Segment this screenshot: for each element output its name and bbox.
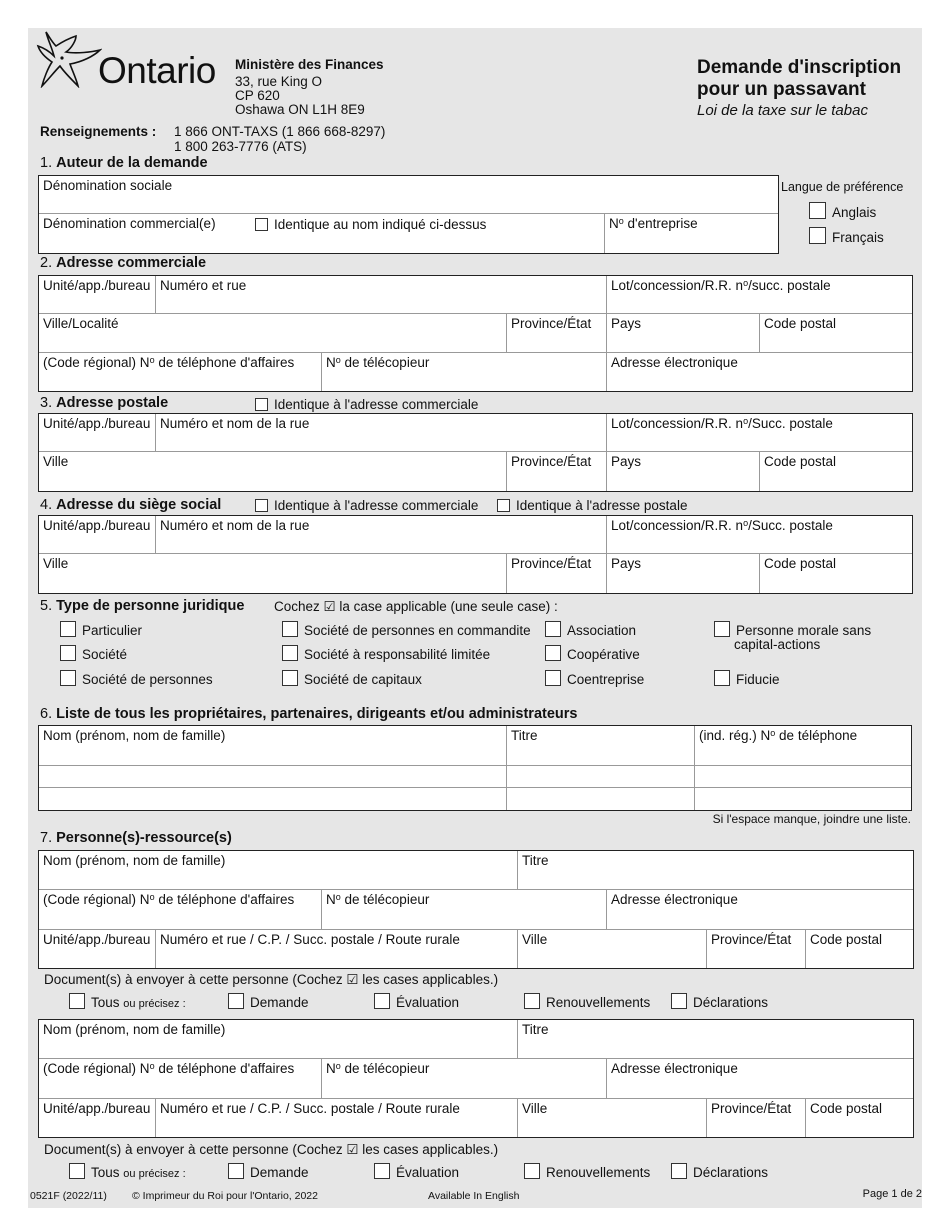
contact-code-postal-field[interactable] [806, 1099, 913, 1137]
contact-rue-field[interactable] [156, 1099, 518, 1137]
ville-label: Ville/Localité [43, 316, 119, 331]
contact-province-field[interactable] [707, 930, 806, 968]
table-row[interactable] [39, 788, 507, 810]
contact-2-tous-checkbox[interactable] [69, 1163, 186, 1180]
denomination-sociale-label: Dénomination sociale [43, 178, 173, 193]
section-1-heading: 1. Auteur de la demande [40, 155, 208, 171]
owner-title-header[interactable] [507, 726, 695, 766]
contact-ville-field[interactable] [518, 1099, 707, 1137]
s5-instruction: Cochez ☑ la case applicable (une seule case) : [274, 599, 558, 614]
responsabilite-limitee-checkbox[interactable] [282, 645, 490, 662]
contact-fax-label: $N^o$ de télécopieur [326, 892, 430, 907]
contact-2-declarations-checkbox[interactable] [671, 1163, 768, 1180]
checkbox-icon[interactable] [809, 202, 826, 219]
contact-rue-label: Numéro et rue / C.P. / Succ. postale / Route rurale [160, 1101, 460, 1116]
province-field[interactable] [507, 314, 607, 353]
unite-label: Unité/app./bureau [43, 416, 151, 431]
ville-field[interactable] [39, 554, 507, 593]
contact-unite-label: Unité/app./bureau [43, 1101, 151, 1116]
association-checkbox[interactable] [545, 621, 636, 638]
ville-field[interactable] [39, 314, 507, 353]
evaluation-label: Évaluation [396, 995, 460, 1010]
numero-rue-label: Numéro et rue [160, 278, 247, 293]
contact-phone-label: (Code régional) $N^o$ de téléphone d'affaires [43, 892, 295, 907]
capitaux-label: Société de capitaux [304, 672, 422, 687]
numero-entreprise-label: $N^o$ d'entreprise [609, 216, 698, 231]
checkbox-icon[interactable] [255, 499, 268, 512]
province-field[interactable] [507, 554, 607, 593]
contact-1-demande-checkbox[interactable] [228, 993, 309, 1010]
telephone-field[interactable] [39, 353, 322, 391]
checkbox-icon[interactable] [282, 670, 298, 686]
numero-rue-label: Numéro et nom de la rue [160, 518, 310, 533]
checkbox-icon[interactable] [524, 1163, 540, 1179]
unite-field[interactable] [39, 414, 156, 452]
societe-personnes-checkbox[interactable] [60, 670, 213, 687]
s3-identique-label: Identique à l'adresse commerciale [274, 397, 479, 412]
tous-label: Tous [91, 1165, 120, 1180]
commandite-checkbox[interactable] [282, 621, 531, 638]
checkbox-icon[interactable] [809, 227, 826, 244]
code-postal-label: Code postal [764, 454, 837, 469]
available-in-english-link[interactable]: Available In English [428, 1190, 520, 1202]
province-label: Province/État [511, 556, 592, 571]
demande-label: Demande [250, 995, 309, 1010]
contact-1-declarations-checkbox[interactable] [671, 993, 768, 1010]
contact-name-field[interactable] [39, 1020, 518, 1059]
contact-fax-field[interactable] [322, 1059, 607, 1099]
personne-morale-label: Personne morale sans [736, 623, 872, 638]
contact-email-label: Adresse électronique [611, 1061, 738, 1076]
societe-checkbox[interactable] [60, 645, 127, 662]
denomination-sociale-field[interactable] [39, 176, 778, 214]
checkbox-icon[interactable] [255, 398, 268, 411]
contact-email-label: Adresse électronique [611, 892, 738, 907]
code-postal-field[interactable] [760, 314, 912, 353]
contact-title-label: Titre [522, 1022, 549, 1037]
checkbox-icon[interactable] [228, 993, 244, 1009]
contact-rue-label: Numéro et rue / C.P. / Succ. postale / Route rurale [160, 932, 460, 947]
ville-label: Ville [43, 454, 69, 469]
form-id: 0521F (2022/11) [30, 1190, 107, 1202]
checkbox-icon[interactable] [69, 1163, 85, 1179]
fax-label: $N^o$ de télécopieur [326, 355, 430, 370]
francais-checkbox[interactable] [809, 227, 884, 245]
s3-identique-checkbox[interactable] [255, 397, 478, 412]
checkbox-icon[interactable] [69, 993, 85, 1009]
contact-1-renouvellements-checkbox[interactable] [524, 993, 650, 1010]
contact-fax-label: $N^o$ de télécopieur [326, 1061, 430, 1076]
contact-unite-field[interactable] [39, 1099, 156, 1137]
contact-title-label: Titre [522, 853, 549, 868]
owner-name-header[interactable] [39, 726, 507, 766]
pays-label: Pays [611, 556, 642, 571]
section-5-heading: 5. Type de personne juridique [40, 598, 245, 614]
table-row[interactable] [507, 788, 695, 810]
checkbox-icon[interactable] [374, 1163, 390, 1179]
contact-unite-label: Unité/app./bureau [43, 932, 151, 947]
contact-1-tous-checkbox[interactable] [69, 993, 186, 1010]
declarations-label: Déclarations [693, 995, 769, 1010]
code-postal-field[interactable] [760, 452, 912, 491]
fax-field[interactable] [322, 353, 607, 391]
province-label: Province/État [511, 316, 592, 331]
contact-ville-label: Ville [522, 1101, 548, 1116]
demande-label: Demande [250, 1165, 309, 1180]
contact-2-evaluation-checkbox[interactable] [374, 1163, 459, 1180]
cooperative-label: Coopérative [567, 647, 640, 662]
checkbox-icon[interactable] [671, 993, 687, 1009]
s4-identique-post-label: Identique à l'adresse postale [516, 498, 688, 513]
checkbox-icon[interactable] [714, 621, 730, 637]
table-row[interactable] [695, 788, 911, 810]
association-label: Association [567, 623, 637, 638]
section-3-box [38, 413, 913, 492]
coentreprise-label: Coentreprise [567, 672, 645, 687]
tous-label: Tous [91, 995, 120, 1010]
contact-fax-field[interactable] [322, 890, 607, 930]
societe-personnes-label: Société de personnes [82, 672, 213, 687]
numero-rue-field[interactable] [156, 276, 607, 314]
personne-morale-label-2: capital-actions [734, 637, 821, 652]
contact-code-postal-label: Code postal [810, 1101, 883, 1116]
numero-entreprise-field[interactable] [605, 214, 778, 253]
section-1-box [38, 175, 779, 254]
unite-label: Unité/app./bureau [43, 278, 151, 293]
unite-field[interactable] [39, 516, 156, 554]
contact-province-label: Province/État [711, 932, 792, 947]
checkbox-icon[interactable] [497, 499, 510, 512]
numero-rue-label: Numéro et nom de la rue [160, 416, 310, 431]
checkbox-icon[interactable] [524, 993, 540, 1009]
page-number: Page 1 de 2 [862, 1188, 922, 1200]
contact-unite-field[interactable] [39, 930, 156, 968]
evaluation-label: Évaluation [396, 1165, 460, 1180]
contact-ville-label: Ville [522, 932, 548, 947]
table-row[interactable] [39, 766, 507, 788]
contact-name-label: Nom (prénom, nom de famille) [43, 853, 226, 868]
declarations-label: Déclarations [693, 1165, 769, 1180]
owner-phone-header[interactable] [695, 726, 911, 766]
contact-phone-field[interactable] [39, 890, 322, 930]
contact-code-postal-field[interactable] [806, 930, 913, 968]
commandite-label: Société de personnes en commandite [304, 623, 531, 638]
info-phone-numbers: 1 866 ONT-TAXS (1 866 668-8297) 1 800 263-7776 (ATS) [174, 124, 386, 154]
lot-label: Lot/concession/R.R. $n^o$/Succ. postale [611, 518, 833, 533]
fiducie-label: Fiducie [736, 672, 780, 687]
table-row[interactable] [507, 766, 695, 788]
fiducie-checkbox[interactable] [714, 670, 780, 687]
ontario-wordmark: Ontario [98, 50, 216, 91]
checkbox-icon[interactable] [671, 1163, 687, 1179]
checkbox-icon[interactable] [545, 645, 561, 661]
checkbox-icon[interactable] [60, 670, 76, 686]
contact-1-docs-label: Document(s) à envoyer à cette personne (Cochez ☑ les cases applicables.) [44, 972, 499, 987]
lot-label: Lot/concession/R.R. $n^o$/Succ. postale [611, 416, 833, 431]
contact-name-label: Nom (prénom, nom de famille) [43, 1022, 226, 1037]
contact-email-field[interactable] [607, 890, 913, 930]
section-2-box [38, 275, 913, 392]
francais-label: Français [832, 230, 884, 245]
identique-nom-checkbox[interactable] [255, 217, 486, 232]
section-7-heading: 7. Personne(s)-ressource(s) [40, 830, 232, 846]
responsabilite-limitee-label: Société à responsabilité limitée [304, 647, 491, 662]
checkbox-icon[interactable] [60, 645, 76, 661]
pays-field[interactable] [607, 314, 760, 353]
contact-phone-label: (Code régional) $N^o$ de téléphone d'affaires [43, 1061, 295, 1076]
form-title: Demande d'inscription pour un passavant [697, 57, 902, 100]
numero-rue-field[interactable] [156, 414, 607, 452]
pays-field[interactable] [607, 452, 760, 491]
form-subtitle: Loi de la taxe sur le tabac [697, 102, 868, 119]
telephone-label: (Code régional) $N^o$ de téléphone d'affaires [43, 355, 295, 370]
precisez-label: ou précisez : [123, 1168, 186, 1180]
lot-label: Lot/concession/R.R. $n^o$/succ. postale [611, 278, 831, 293]
ville-label: Ville [43, 556, 69, 571]
anglais-label: Anglais [832, 205, 877, 220]
particulier-label: Particulier [82, 623, 143, 638]
contact-title-field[interactable] [518, 851, 913, 890]
identique-nom-label: Identique au nom indiqué ci-dessus [274, 217, 487, 232]
contact-province-label: Province/État [711, 1101, 792, 1116]
s4-identique-comm-checkbox[interactable] [255, 498, 478, 513]
province-label: Province/État [511, 454, 592, 469]
checkbox-icon[interactable] [545, 621, 561, 637]
s6-note: Si l'espace manque, joindre une liste. [712, 812, 911, 826]
contact-1-box [38, 850, 914, 969]
contact-2-renouvellements-checkbox[interactable] [524, 1163, 650, 1180]
langue-label: Langue de préférence [781, 180, 904, 194]
renouvellements-label: Renouvellements [546, 995, 651, 1010]
copyright: © Imprimeur du Roi pour l'Ontario, 2022 [132, 1190, 318, 1202]
pays-field[interactable] [607, 554, 760, 593]
checkbox-icon[interactable] [255, 218, 268, 231]
contact-2-docs-label: Document(s) à envoyer à cette personne (Cochez ☑ les cases applicables.) [44, 1142, 499, 1157]
anglais-checkbox[interactable] [809, 202, 876, 220]
checkbox-icon[interactable] [228, 1163, 244, 1179]
checkbox-icon[interactable] [282, 645, 298, 661]
lot-field[interactable] [607, 516, 912, 554]
checkbox-icon[interactable] [714, 670, 730, 686]
contact-rue-field[interactable] [156, 930, 518, 968]
contact-province-field[interactable] [707, 1099, 806, 1137]
particulier-checkbox[interactable] [60, 621, 142, 638]
lot-field[interactable] [607, 276, 912, 314]
s4-identique-post-checkbox[interactable] [497, 498, 687, 513]
code-postal-label: Code postal [764, 316, 837, 331]
info-label: Renseignements : [40, 124, 157, 139]
contact-code-postal-label: Code postal [810, 932, 883, 947]
section-6-heading: 6. Liste de tous les propriétaires, partenaires, dirigeants et/ou administrateurs [40, 706, 578, 722]
contact-phone-field[interactable] [39, 1059, 322, 1099]
pays-label: Pays [611, 316, 642, 331]
denomination-commerciale-label: Dénomination commercial(e) [43, 216, 216, 231]
province-field[interactable] [507, 452, 607, 491]
contact-2-box [38, 1019, 914, 1138]
cooperative-checkbox[interactable] [545, 645, 640, 662]
section-3-heading: 3. Adresse postale [40, 395, 169, 411]
section-4-heading: 4. Adresse du siège social [40, 497, 222, 513]
code-postal-label: Code postal [764, 556, 837, 571]
section-6-table [38, 725, 912, 811]
contact-1-evaluation-checkbox[interactable] [374, 993, 459, 1010]
ministry-name: Ministère des Finances [235, 57, 384, 72]
precisez-label: ou précisez : [123, 998, 186, 1010]
unite-label: Unité/app./bureau [43, 518, 151, 533]
ministry-address: 33, rue King O CP 620 Oshawa ON L1H 8E9 [235, 74, 365, 117]
contact-name-field[interactable] [39, 851, 518, 890]
checkbox-icon[interactable] [282, 621, 298, 637]
ville-field[interactable] [39, 452, 507, 491]
capitaux-checkbox[interactable] [282, 670, 422, 687]
coentreprise-checkbox[interactable] [545, 670, 644, 687]
societe-label: Société [82, 647, 128, 662]
checkbox-icon[interactable] [374, 993, 390, 1009]
unite-field[interactable] [39, 276, 156, 314]
email-label: Adresse électronique [611, 355, 738, 370]
email-field[interactable] [607, 353, 912, 391]
section-4-box [38, 515, 913, 594]
contact-2-demande-checkbox[interactable] [228, 1163, 309, 1180]
owner-name-label: Nom (prénom, nom de famille) [43, 728, 226, 743]
trillium-logo-icon [36, 28, 102, 88]
lot-field[interactable] [607, 414, 912, 452]
contact-ville-field[interactable] [518, 930, 707, 968]
numero-rue-field[interactable] [156, 516, 607, 554]
personne-morale-checkbox[interactable] [714, 621, 871, 638]
code-postal-field[interactable] [760, 554, 912, 593]
renouvellements-label: Renouvellements [546, 1165, 651, 1180]
section-2-heading: 2. Adresse commerciale [40, 255, 207, 271]
contact-title-field[interactable] [518, 1020, 913, 1059]
owner-phone-label: (ind. rég.) $N^o$ de téléphone [699, 728, 858, 743]
contact-email-field[interactable] [607, 1059, 913, 1099]
owner-title-label: Titre [511, 728, 538, 743]
table-row[interactable] [695, 766, 911, 788]
pays-label: Pays [611, 454, 642, 469]
checkbox-icon[interactable] [60, 621, 76, 637]
checkbox-icon[interactable] [545, 670, 561, 686]
s4-identique-comm-label: Identique à l'adresse commerciale [274, 498, 479, 513]
